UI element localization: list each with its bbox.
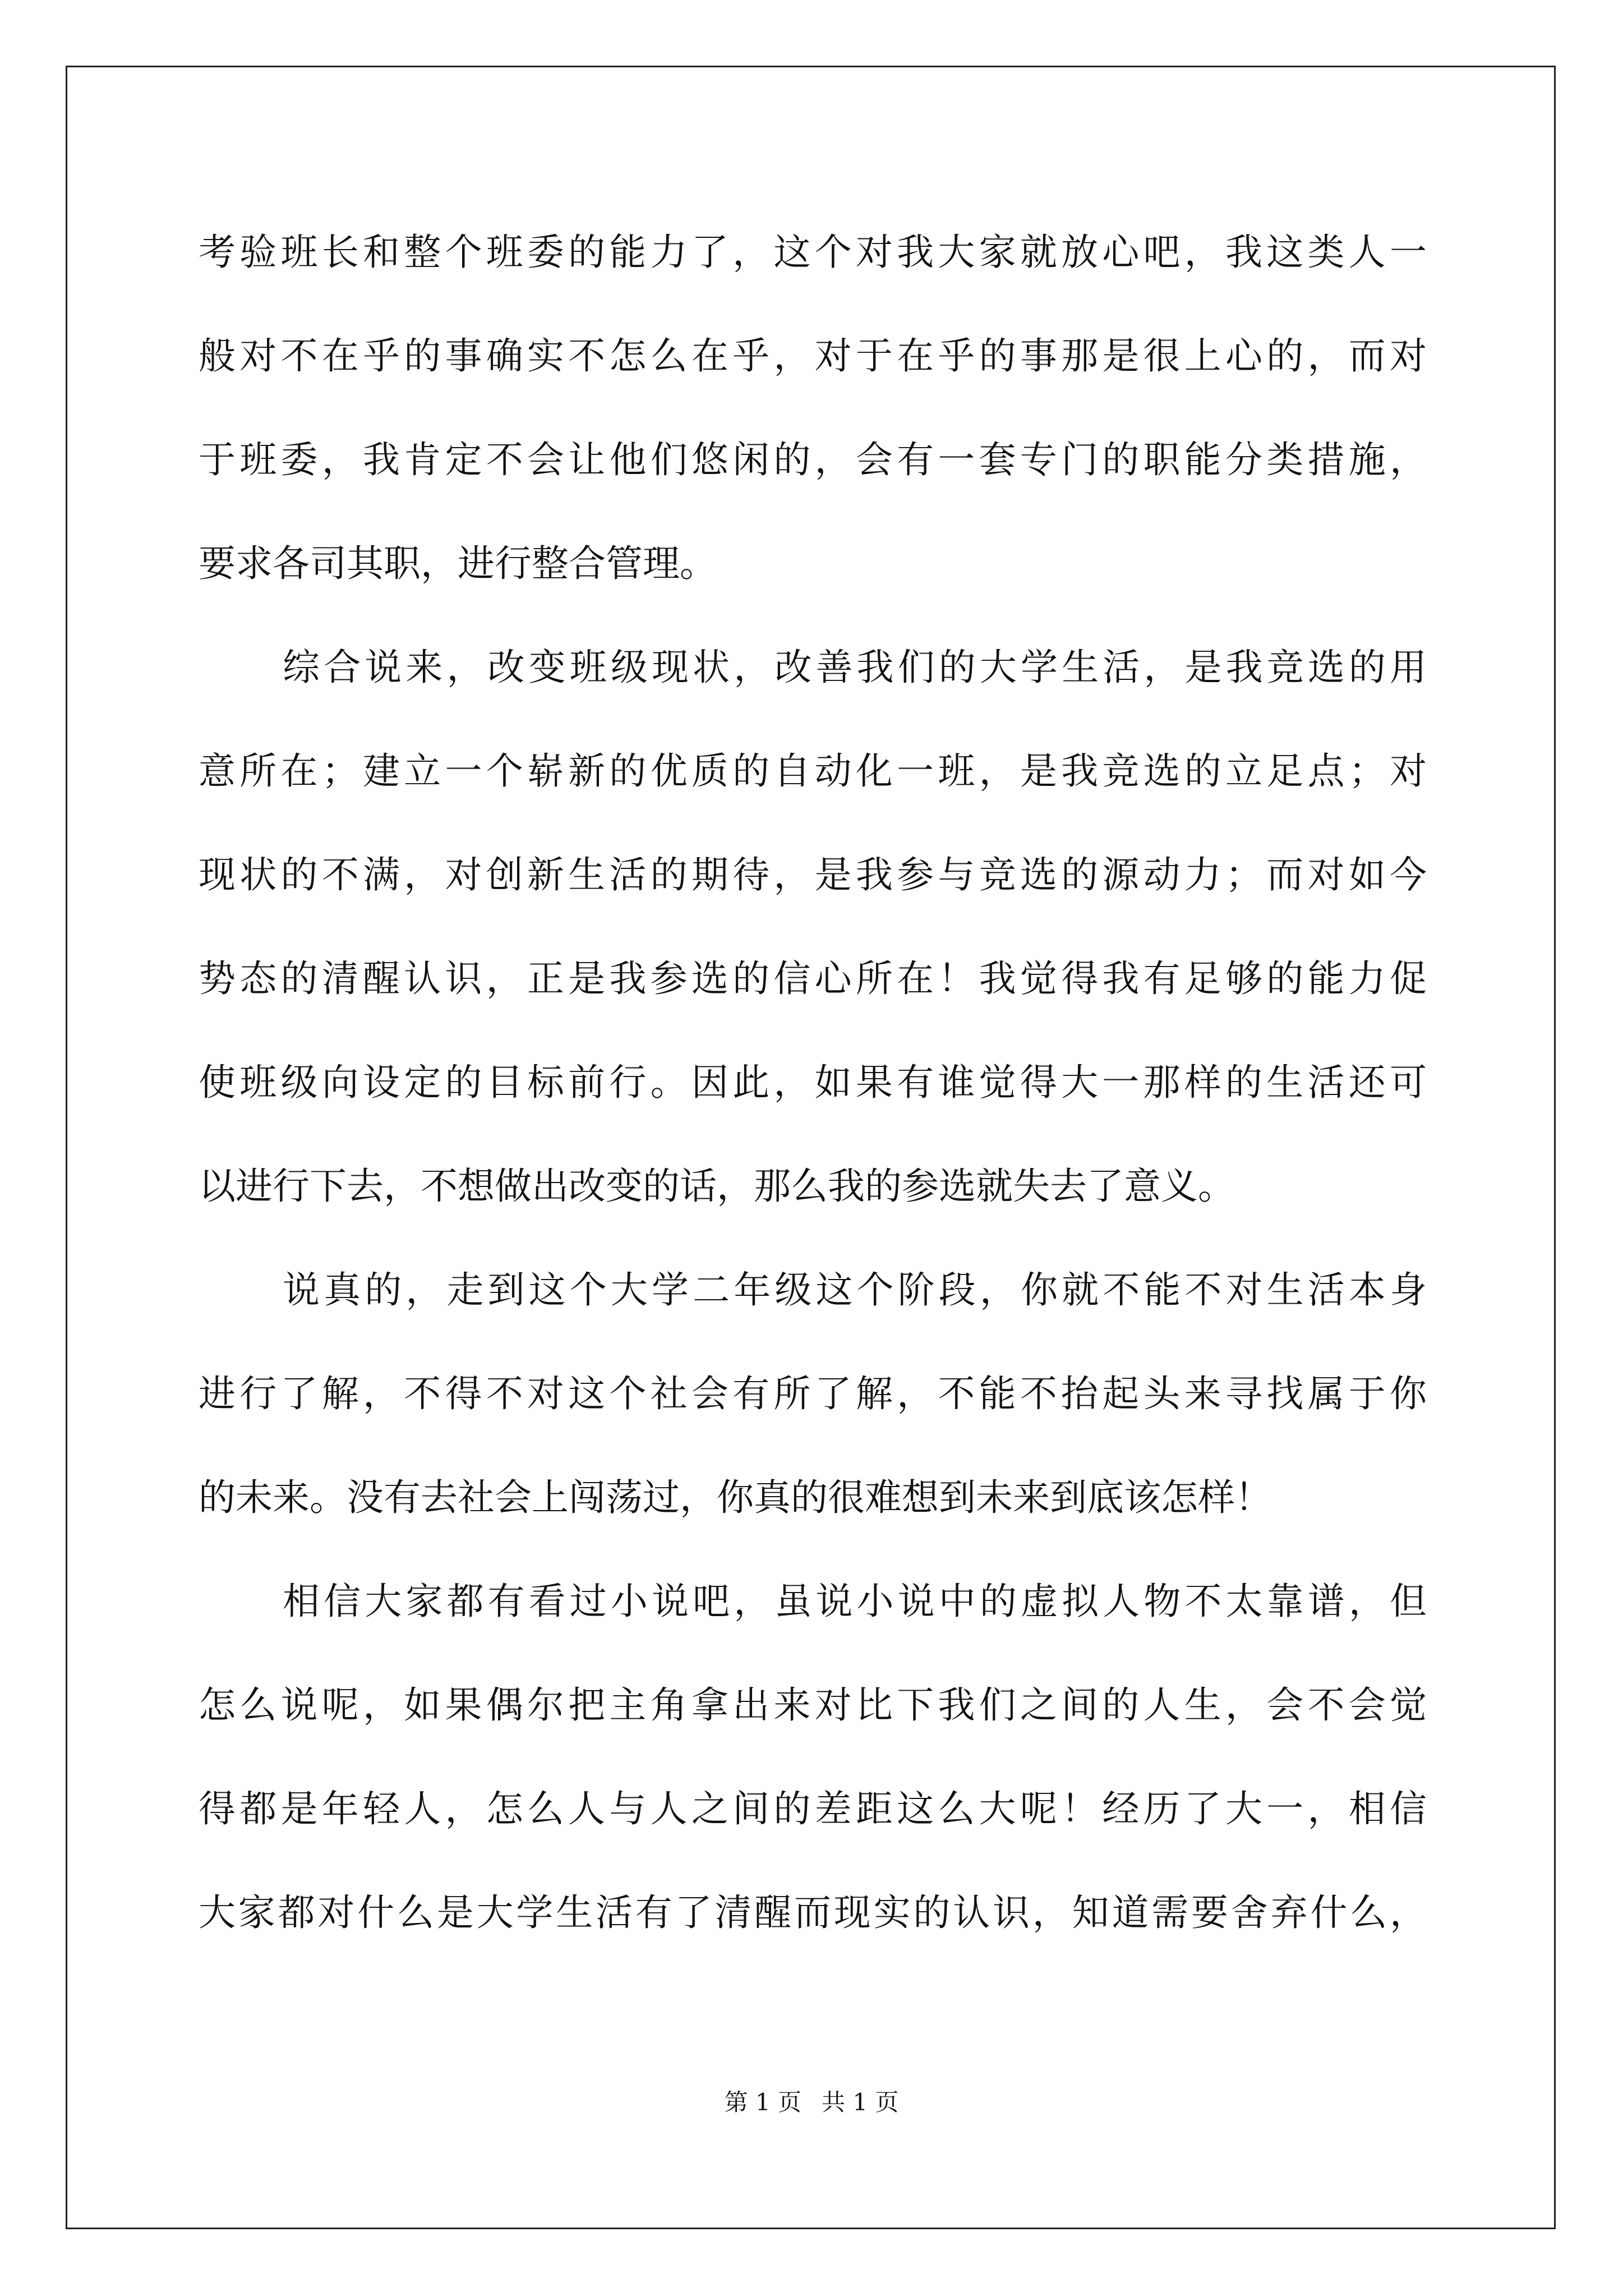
text-line: 势态的清醒认识，正是我参选的信心所在！我觉得我有足够的能力促 — [199, 957, 1427, 1000]
text-line: 意所在；建立一个崭新的优质的自动化一班，是我竞选的立足点；对 — [199, 749, 1427, 793]
text-line: 考验班长和整个班委的能力了，这个对我大家就放心吧，我这类人一 — [199, 231, 1427, 274]
text-line: 般对不在乎的事确实不怎么在乎，对于在乎的事那是很上心的，而对 — [199, 334, 1427, 378]
page-number: 第 1 页 — [724, 2088, 801, 2116]
text-line: 以进行下去，不想做出改变的话，那么我的参选就失去了意义。 — [199, 1165, 1235, 1208]
page-total: 共 1 页 — [822, 2088, 899, 2116]
text-line: 说真的，走到这个大学二年级这个阶段，你就不能不对生活本身 — [283, 1268, 1427, 1312]
text-line: 于班委，我肯定不会让他们悠闲的，会有一套专门的职能分类措施， — [199, 438, 1427, 481]
text-line: 得都是年轻人，怎么人与人之间的差距这么大呢！经历了大一，相信 — [199, 1787, 1427, 1830]
text-line: 进行了解，不得不对这个社会有所了解，不能不抬起头来寻找属于你 — [199, 1372, 1427, 1415]
page-footer — [0, 2084, 1623, 2118]
text-line: 综合说来，改变班级现状，改善我们的大学生活，是我竞选的用 — [283, 646, 1427, 689]
text-line: 使班级向设定的目标前行。因此，如果有谁觉得大一那样的生活还可 — [199, 1061, 1427, 1104]
text-line: 大家都对什么是大学生活有了清醒而现实的认识，知道需要舍弃什么， — [199, 1891, 1427, 1934]
text-line: 的未来。没有去社会上闯荡过，你真的很难想到未来到底该怎样！ — [199, 1476, 1272, 1519]
text-line: 相信大家都有看过小说吧，虽说小说中的虚拟人物不太靠谱，但 — [283, 1580, 1427, 1623]
text-line: 现状的不满，对创新生活的期待，是我参与竞选的源动力；而对如今 — [199, 853, 1427, 896]
text-line: 怎么说呢，如果偶尔把主角拿出来对比下我们之间的人生，会不会觉 — [199, 1683, 1427, 1727]
text-line: 要求各司其职，进行整合管理。 — [199, 542, 717, 585]
